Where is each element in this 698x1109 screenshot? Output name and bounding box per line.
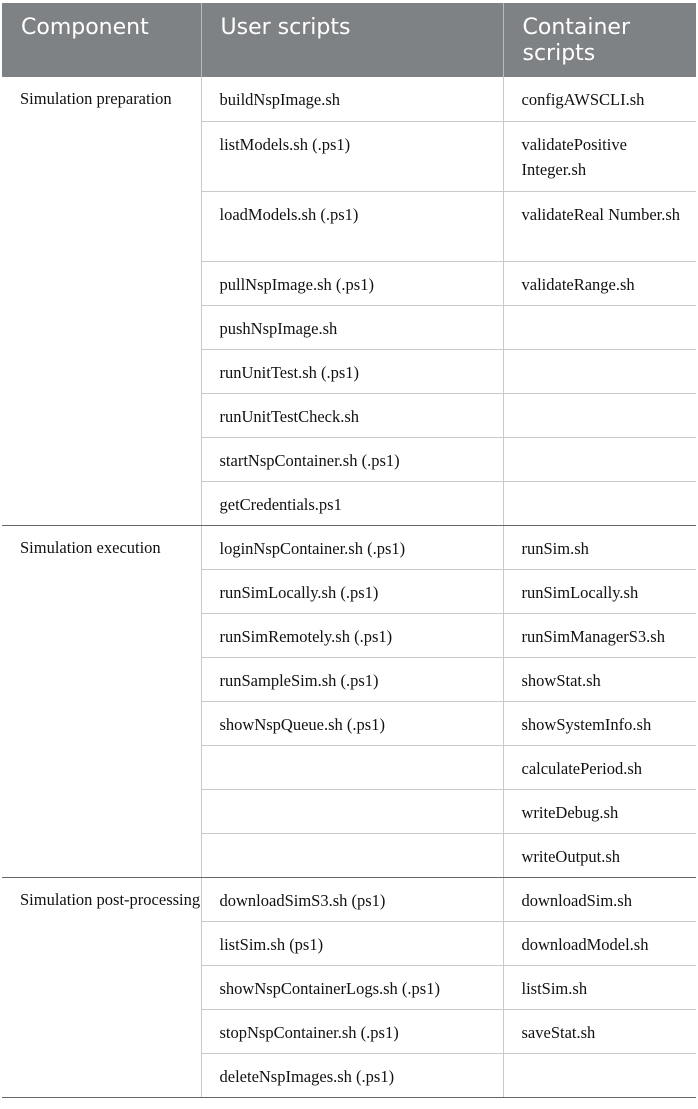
container-script-cell: [503, 437, 696, 481]
user-script-cell: [201, 833, 503, 877]
container-script-cell: [503, 1053, 696, 1097]
component-cell: Simulation post-processing: [2, 877, 201, 1097]
container-script-cell: runSim.sh: [503, 525, 696, 569]
table-row: [2, 877, 696, 921]
container-script-cell: saveStat.sh: [503, 1009, 696, 1053]
user-script-cell: [201, 789, 503, 833]
user-script-cell: getCredentials.ps1: [201, 481, 503, 525]
scripts-table: [2, 3, 696, 1098]
user-script-cell: runUnitTest.sh (.ps1): [201, 349, 503, 393]
user-script-cell: runUnitTestCheck.sh: [201, 393, 503, 437]
container-script-cell: [503, 481, 696, 525]
user-script-cell: deleteNspImages.sh (.ps1): [201, 1053, 503, 1097]
container-script-cell: writeDebug.sh: [503, 789, 696, 833]
container-script-cell: showStat.sh: [503, 657, 696, 701]
container-script-cell: listSim.sh: [503, 965, 696, 1009]
container-script-cell: writeOutput.sh: [503, 833, 696, 877]
container-script-cell: [503, 393, 696, 437]
container-script-cell: [503, 305, 696, 349]
user-script-cell: buildNspImage.sh: [201, 77, 503, 121]
container-script-cell: [503, 349, 696, 393]
user-script-cell: startNspContainer.sh (.ps1): [201, 437, 503, 481]
user-script-cell: showNspQueue.sh (.ps1): [201, 701, 503, 745]
user-script-cell: [201, 745, 503, 789]
user-script-cell: runSampleSim.sh (.ps1): [201, 657, 503, 701]
container-script-cell: showSystemInfo.sh: [503, 701, 696, 745]
container-script-cell: downloadModel.sh: [503, 921, 696, 965]
table-body: [2, 77, 696, 1097]
component-cell: Simulation execution: [2, 525, 201, 877]
header-row: [2, 3, 696, 77]
container-script-cell: runSimManagerS3.sh: [503, 613, 696, 657]
container-script-cell: calculatePeriod.sh: [503, 745, 696, 789]
user-script-cell: loginNspContainer.sh (.ps1): [201, 525, 503, 569]
user-script-cell: listSim.sh (ps1): [201, 921, 503, 965]
container-script-cell: downloadSim.sh: [503, 877, 696, 921]
header-container-scripts: Container scripts: [503, 3, 696, 77]
table-row: [2, 525, 696, 569]
user-script-cell: runSimRemotely.sh (.ps1): [201, 613, 503, 657]
user-script-cell: runSimLocally.sh (.ps1): [201, 569, 503, 613]
user-script-cell: downloadSimS3.sh (ps1): [201, 877, 503, 921]
header-component: Component: [2, 3, 201, 77]
user-script-cell: loadModels.sh (.ps1): [201, 191, 503, 261]
user-script-cell: pullNspImage.sh (.ps1): [201, 261, 503, 305]
user-script-cell: pushNspImage.sh: [201, 305, 503, 349]
header-user-scripts: User scripts: [201, 3, 503, 77]
container-script-cell: validateReal Number.sh: [503, 191, 696, 261]
user-script-cell: listModels.sh (.ps1): [201, 121, 503, 191]
container-script-cell: runSimLocally.sh: [503, 569, 696, 613]
component-cell: Simulation preparation: [2, 77, 201, 525]
container-script-cell: validateRange.sh: [503, 261, 696, 305]
container-script-cell: validatePositive Integer.sh: [503, 121, 696, 191]
container-script-cell: configAWSCLI.sh: [503, 77, 696, 121]
user-script-cell: stopNspContainer.sh (.ps1): [201, 1009, 503, 1053]
table-row: [2, 77, 696, 121]
user-script-cell: showNspContainerLogs.sh (.ps1): [201, 965, 503, 1009]
